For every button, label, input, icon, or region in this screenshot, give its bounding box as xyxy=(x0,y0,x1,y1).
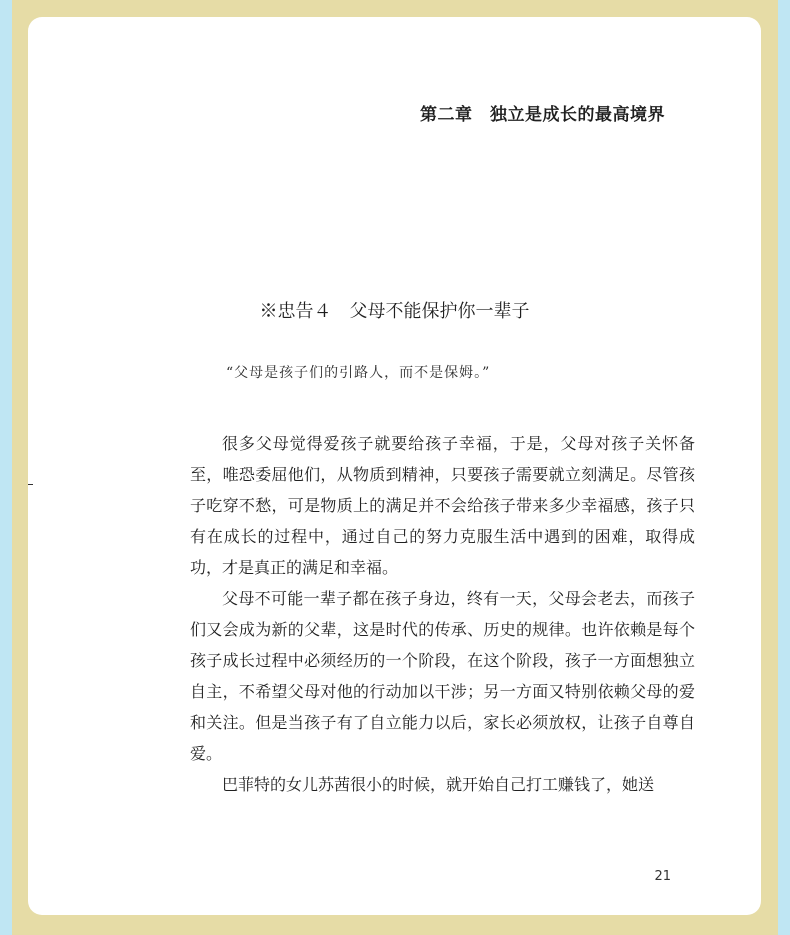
chapter-title: 第二章 独立是成长的最高境界 xyxy=(420,105,665,125)
body-text xyxy=(190,428,695,800)
paragraph-1: 很多父母觉得爱孩子就要给孩子幸福，于是，父母对孩子关怀备至，唯恐委屈他们，从物质到精神，只要孩子需要就立刻满足。尽管孩子吃穿不愁，可是物质上的满足并不会给孩子带来多少幸福感，孩子只有在成长的过程中，通过自己的努力克服生活中遇到的困难，取得成功，才是真正的满足和幸福。 xyxy=(190,434,695,577)
page-number: 21 xyxy=(654,869,671,884)
book-page xyxy=(28,17,761,915)
section-title: ※忠告４ 父母不能保护你一辈子 xyxy=(259,301,530,322)
paragraph-3: 巴菲特的女儿苏茜很小的时候，就开始自己打工赚钱了，她送 xyxy=(222,775,655,794)
epigraph-quote: “父母是孩子们的引路人，而不是保姆。” xyxy=(226,365,491,381)
margin-mark xyxy=(28,484,33,485)
paragraph-2: 父母不可能一辈子都在孩子身边，终有一天，父母会老去，而孩子们又会成为新的父辈，这是时代的传承、历史的规律。也许依赖是每个孩子成长过程中必须经历的一个阶段，在这个阶段，孩子一方面想独立自主，不希望父母对他的行动加以干涉；另一方面又特别依赖父母的爱和关注。但是当孩子有了自立能力以后，家长必须放权，让孩子自尊自爱。 xyxy=(190,589,695,763)
